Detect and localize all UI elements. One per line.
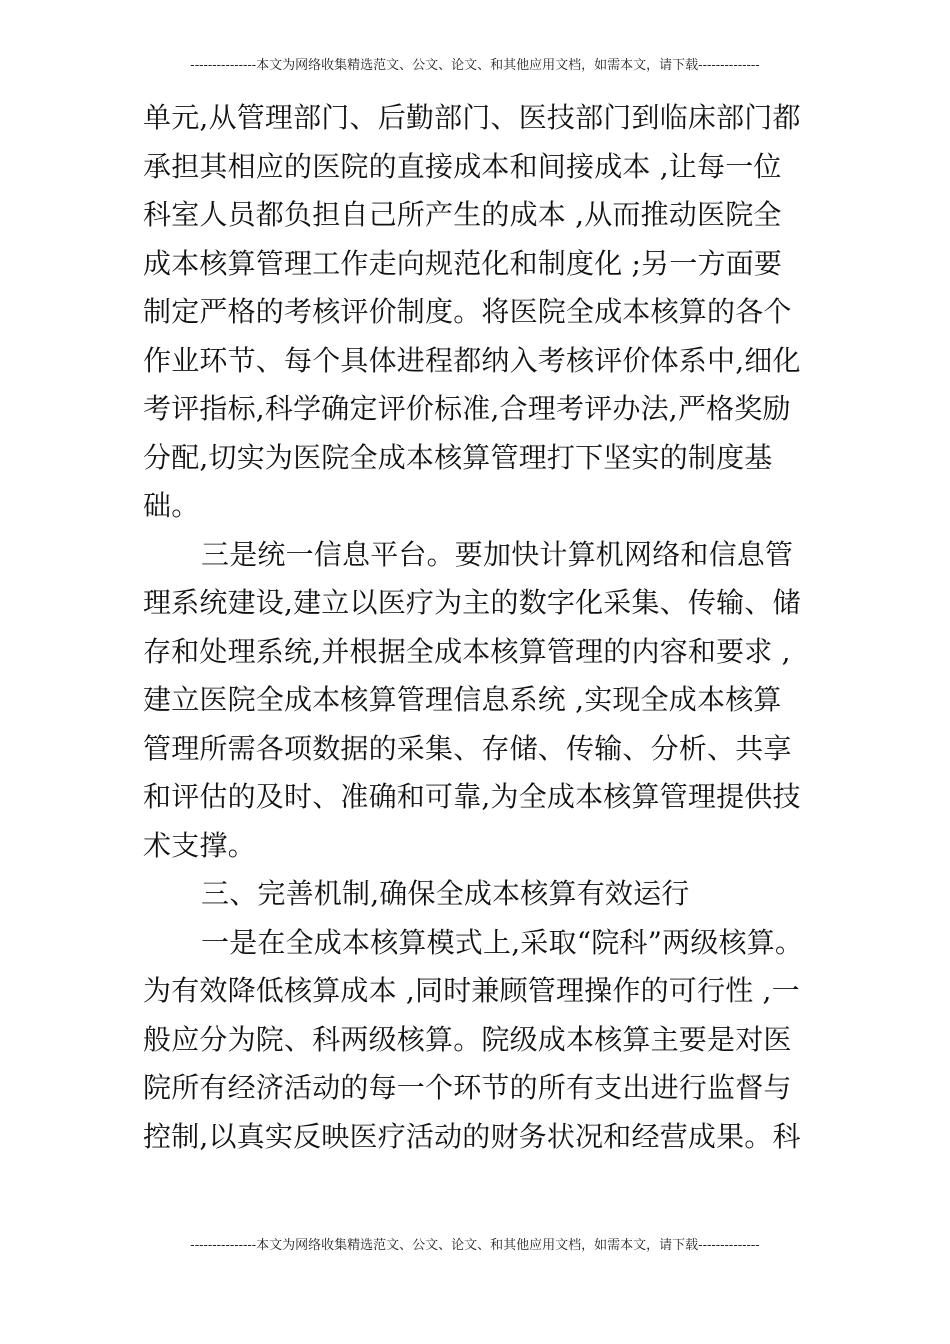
- text-line: 院所有经济活动的每一个环节的所有支出进行监督与: [143, 1071, 792, 1104]
- text-line: 成本核算管理工作走向规范化和制度化 ;另一方面要: [143, 246, 783, 280]
- text-line: 般应分为院、科两级核算。院级成本核算主要是对医: [143, 1022, 792, 1056]
- page-footer: ---------------本文为网络收集精选范文、公文、论文、和其他应用文档，如需本文，请下载--------------: [190, 1238, 760, 1253]
- text-line: 单元,从管理部门、后勤部门、医技部门到临床部门都: [143, 101, 801, 134]
- paragraph-start-line: 三是统一信息平台。要加快计算机网络和信息管: [201, 537, 794, 571]
- paragraph-start-line: 一是在全成本核算模式上,采取“院科”两级核算。: [201, 925, 804, 959]
- text-line: 和评估的及时、准确和可靠,为全成本核算管理提供技: [143, 780, 801, 813]
- page-header: ---------------本文为网络收集精选范文、公文、论文、和其他应用文档，如需本文，请下载--------------: [190, 58, 760, 73]
- text-line: 术支撑。: [143, 828, 256, 862]
- text-line: 作业环节、每个具体进程都纳入考核评价体系中,细化: [143, 343, 801, 377]
- text-line: 理系统建设,建立以医疗为主的数字化采集、传输、储: [143, 586, 801, 619]
- text-line: 承担其相应的医院的直接成本和间接成本 ,让每一位: [143, 149, 782, 183]
- text-line: 础。: [143, 489, 200, 522]
- text-line: 制定严格的考核评价制度。将医院全成本核算的各个: [143, 295, 792, 328]
- section-heading: 三、完善机制,确保全成本核算有效运行: [201, 877, 690, 910]
- text-line: 存和处理系统,并根据全成本核算管理的内容和要求 ,: [143, 634, 791, 668]
- text-line: 建立医院全成本核算管理信息系统 ,实现全成本核算: [143, 683, 782, 716]
- text-line: 为有效降低核算成本 ,同时兼顾管理操作的可行性 ,一: [143, 974, 800, 1007]
- text-line: 控制,以真实反映医疗活动的财务状况和经营成果。科: [143, 1119, 801, 1153]
- text-line: 考评指标,科学确定评价标准,合理考评办法,严格奖励: [143, 392, 791, 425]
- text-line: 分配,切实为医院全成本核算管理打下坚实的制度基: [143, 440, 773, 474]
- text-line: 管理所需各项数据的采集、存储、传输、分析、共享: [143, 731, 792, 765]
- text-line: 科室人员都负担自己所产生的成本 ,从而推动医院全: [143, 198, 782, 231]
- document-body: [143, 94, 815, 1161]
